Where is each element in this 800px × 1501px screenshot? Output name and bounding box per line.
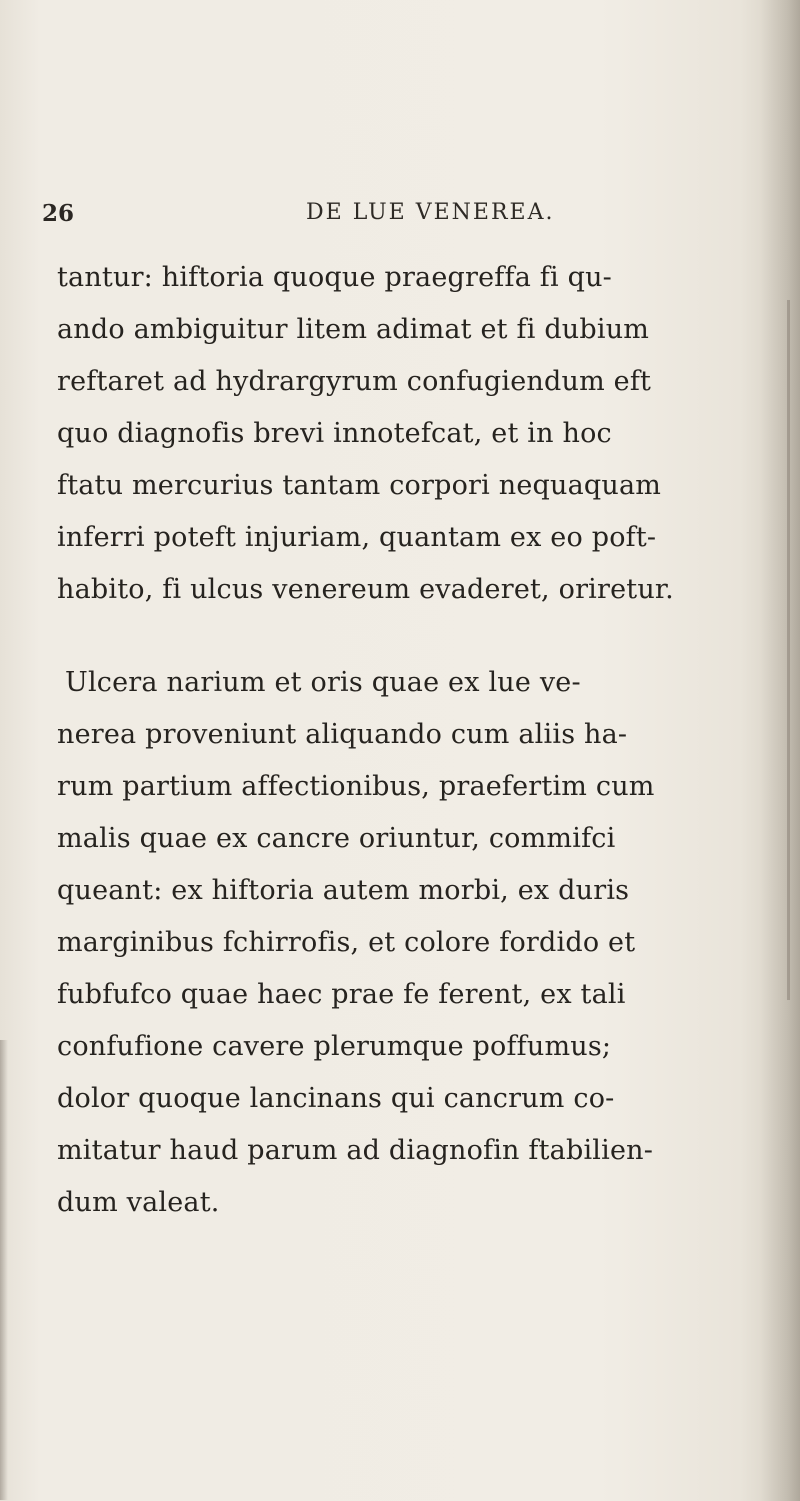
text-line: dum valeat. bbox=[57, 1187, 220, 1218]
text-line: fubfufco quae haec prae fe ferent, ex tali bbox=[57, 979, 626, 1010]
binding-shadow bbox=[0, 1040, 8, 1500]
body-text bbox=[57, 252, 787, 1229]
text-line: marginibus fchirrofis, et colore fordido et bbox=[57, 927, 636, 958]
text-line: rum partium affectionibus, praefertim cum bbox=[57, 771, 655, 802]
paragraph-2 bbox=[57, 657, 787, 1229]
text-line: habito, fi ulcus venereum evaderet, oriretur. bbox=[57, 574, 674, 605]
text-line: confufione cavere plerumque poffumus; bbox=[57, 1031, 612, 1062]
text-line: reftaret ad hydrargyrum confugiendum eft bbox=[57, 366, 652, 397]
running-head bbox=[0, 200, 800, 230]
text-line: malis quae ex cancre oriuntur, commifci bbox=[57, 823, 616, 854]
page-edge-line bbox=[787, 300, 790, 1000]
text-line: Ulcera narium et oris quae ex lue ve- bbox=[65, 667, 581, 698]
text-line: nerea proveniunt aliquando cum aliis ha- bbox=[57, 719, 628, 750]
text-line: quo diagnofis brevi innotefcat, et in hoc bbox=[57, 418, 612, 449]
text-line: ftatu mercurius tantam corpori nequaquam bbox=[57, 470, 662, 501]
text-line: mitatur haud parum ad diagnofin ftabilien- bbox=[57, 1135, 654, 1166]
text-line: tantur: hiftoria quoque praegreffa fi qu- bbox=[57, 262, 612, 293]
page-number: 26 bbox=[42, 200, 75, 227]
text-line: inferri poteft injuriam, quantam ex eo poft- bbox=[57, 522, 657, 553]
text-line: dolor quoque lancinans qui cancrum co- bbox=[57, 1083, 615, 1114]
running-title: DE LUE VENEREA. bbox=[306, 200, 555, 225]
paragraph-1 bbox=[57, 252, 787, 616]
text-line: queant: ex hiftoria autem morbi, ex duris bbox=[57, 875, 630, 906]
paragraph-spacer bbox=[57, 616, 787, 657]
text-line: ando ambiguitur litem adimat et fi dubium bbox=[57, 314, 650, 345]
